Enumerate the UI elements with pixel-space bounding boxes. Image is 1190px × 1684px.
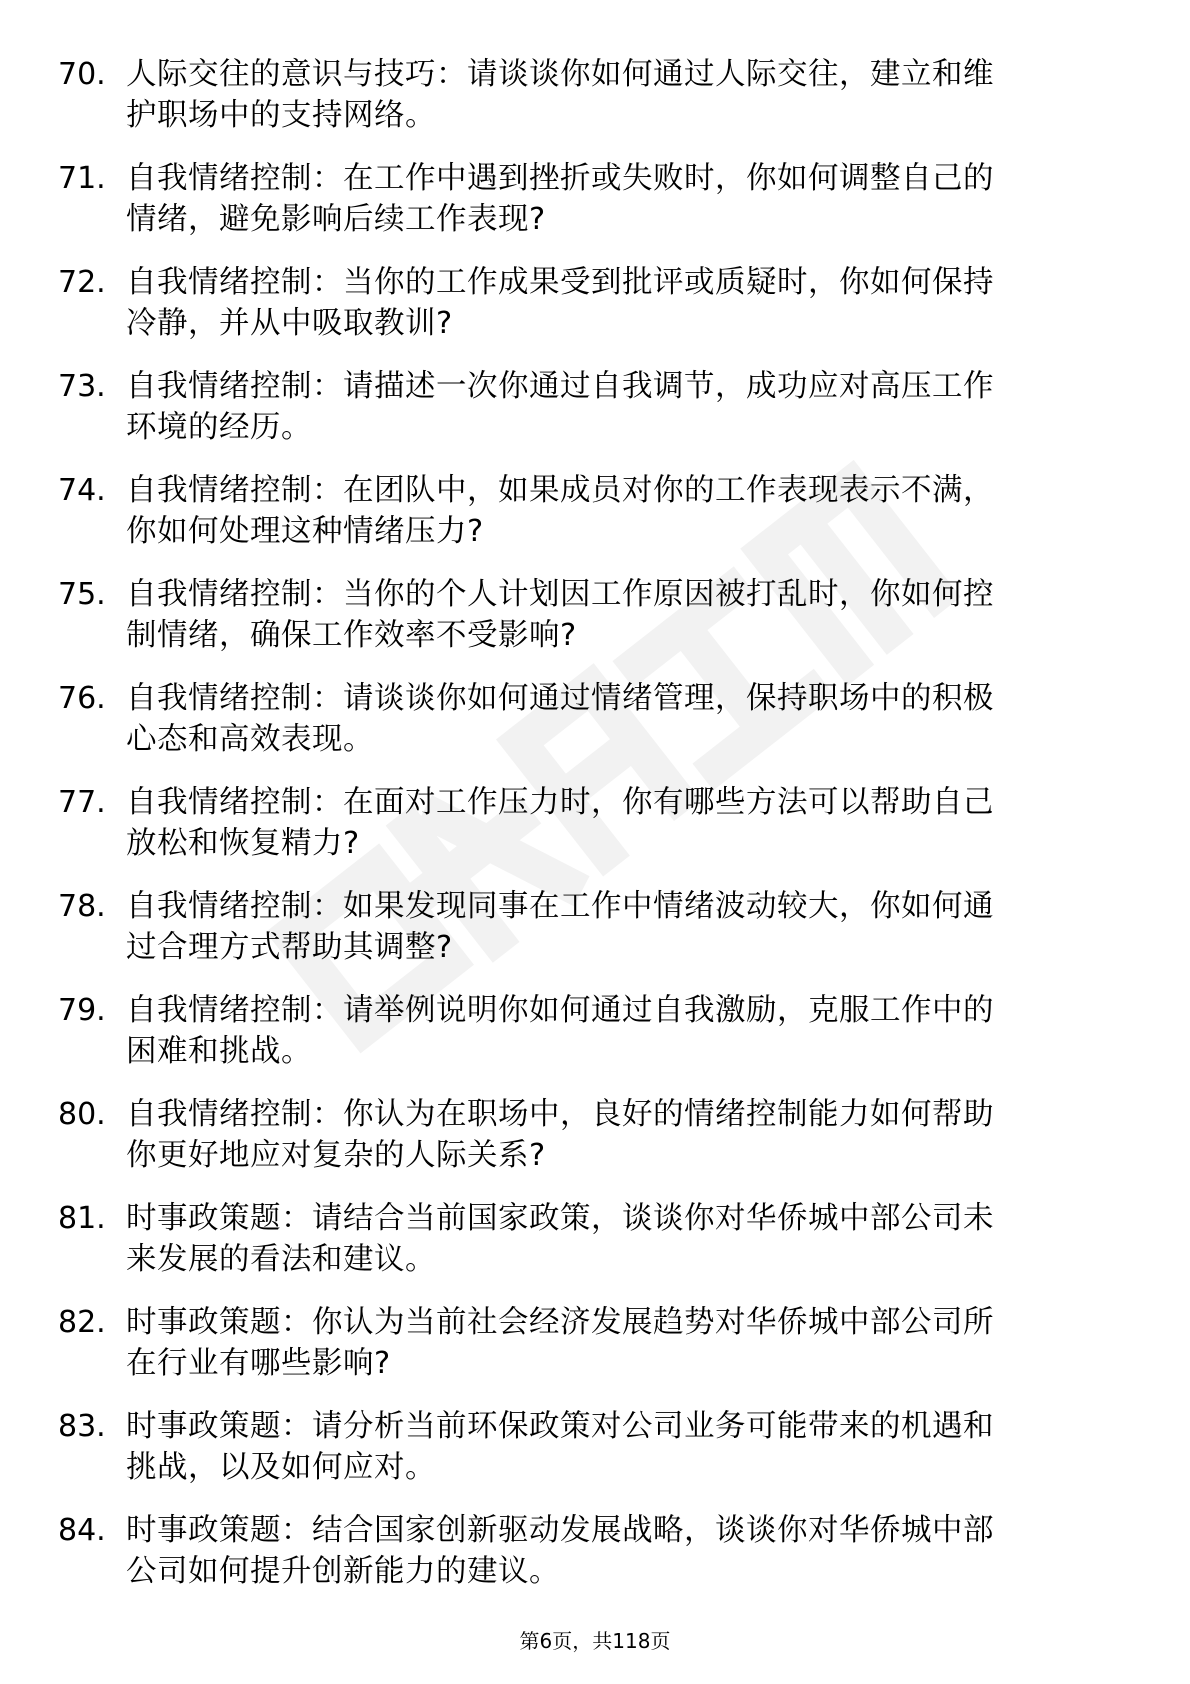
question-number: 82. <box>58 1305 106 1340</box>
question-number: 73. <box>58 369 106 404</box>
question-text <box>126 1510 1116 1592</box>
list-item <box>0 262 1190 366</box>
question-number: 79. <box>58 993 106 1028</box>
question-text-line: 心态和高效表现。 <box>126 722 374 757</box>
question-text-line: 时事政策题：你认为当前社会经济发展趋势对华侨城中部公司所 <box>126 1305 994 1340</box>
list-item <box>0 886 1190 990</box>
list-item <box>0 990 1190 1094</box>
question-text <box>126 262 1116 344</box>
question-text-line: 情绪，避免影响后续工作表现? <box>126 202 546 237</box>
question-text-line: 自我情绪控制：请谈谈你如何通过情绪管理，保持职场中的积极 <box>126 681 994 716</box>
question-text-line: 自我情绪控制：在团队中，如果成员对你的工作表现表示不满， <box>126 473 994 508</box>
question-text-line: 环境的经历。 <box>126 410 312 445</box>
question-number: 75. <box>58 577 106 612</box>
list-item <box>0 1302 1190 1406</box>
question-text-line: 放松和恢复精力? <box>126 826 360 861</box>
question-text-line: 自我情绪控制：当你的工作成果受到批评或质疑时，你如何保持 <box>126 265 994 300</box>
question-text <box>126 574 1116 656</box>
question-text-line: 你如何处理这种情绪压力? <box>126 514 484 549</box>
question-number: 70. <box>58 57 106 92</box>
question-text-line: 自我情绪控制：当你的个人计划因工作原因被打乱时，你如何控 <box>126 577 994 612</box>
question-number: 77. <box>58 785 106 820</box>
list-item <box>0 1510 1190 1614</box>
list-item <box>0 54 1190 158</box>
list-item <box>0 366 1190 470</box>
question-text <box>126 990 1116 1072</box>
question-text-line: 时事政策题：请分析当前环保政策对公司业务可能带来的机遇和 <box>126 1409 994 1444</box>
question-text-line: 自我情绪控制：在工作中遇到挫折或失败时，你如何调整自己的 <box>126 161 994 196</box>
list-item <box>0 158 1190 262</box>
question-text-line: 自我情绪控制：如果发现同事在工作中情绪波动较大，你如何通 <box>126 889 994 924</box>
question-number: 74. <box>58 473 106 508</box>
question-text-line: 困难和挑战。 <box>126 1034 312 1069</box>
question-number: 83. <box>58 1409 106 1444</box>
question-text-line: 自我情绪控制：请描述一次你通过自我调节，成功应对高压工作 <box>126 369 994 404</box>
list-item <box>0 1198 1190 1302</box>
question-number: 81. <box>58 1201 106 1236</box>
question-text-line: 自我情绪控制：在面对工作压力时，你有哪些方法可以帮助自己 <box>126 785 994 820</box>
question-text-line: 制情绪，确保工作效率不受影响? <box>126 618 577 653</box>
question-text-line: 自我情绪控制：请举例说明你如何通过自我激励，克服工作中的 <box>126 993 994 1028</box>
question-text-line: 人际交往的意识与技巧：请谈谈你如何通过人际交往，建立和维 <box>126 57 994 92</box>
page-number: 第6页，共118页 <box>519 1629 671 1653</box>
question-text-line: 在行业有哪些影响? <box>126 1346 391 1381</box>
question-text <box>126 470 1116 552</box>
question-text-line: 你更好地应对复杂的人际关系? <box>126 1138 546 1173</box>
question-text <box>126 1094 1116 1176</box>
question-text-line: 时事政策题：请结合当前国家政策，谈谈你对华侨城中部公司未 <box>126 1201 994 1236</box>
list-item <box>0 782 1190 886</box>
list-item <box>0 678 1190 782</box>
question-text <box>126 782 1116 864</box>
question-number: 84. <box>58 1513 106 1548</box>
question-list <box>0 54 1190 1614</box>
question-text <box>126 1406 1116 1488</box>
question-number: 80. <box>58 1097 106 1132</box>
question-number: 76. <box>58 681 106 716</box>
question-number: 71. <box>58 161 106 196</box>
question-number: 72. <box>58 265 106 300</box>
list-item <box>0 1406 1190 1510</box>
list-item <box>0 574 1190 678</box>
question-text <box>126 678 1116 760</box>
question-text <box>126 366 1116 448</box>
question-text-line: 过合理方式帮助其调整? <box>126 930 453 965</box>
question-text-line: 时事政策题：结合国家创新驱动发展战略，谈谈你对华侨城中部 <box>126 1513 994 1548</box>
question-text-line: 冷静，并从中吸取教训? <box>126 306 453 341</box>
question-text-line: 自我情绪控制：你认为在职场中，良好的情绪控制能力如何帮助 <box>126 1097 994 1132</box>
question-text <box>126 54 1116 136</box>
question-text <box>126 1302 1116 1384</box>
question-text-line: 挑战，以及如何应对。 <box>126 1450 436 1485</box>
question-text <box>126 158 1116 240</box>
question-text-line: 来发展的看法和建议。 <box>126 1242 436 1277</box>
question-text <box>126 1198 1116 1280</box>
list-item <box>0 1094 1190 1198</box>
question-text-line: 公司如何提升创新能力的建议。 <box>126 1554 560 1589</box>
question-text-line: 护职场中的支持网络。 <box>126 98 436 133</box>
question-number: 78. <box>58 889 106 924</box>
list-item <box>0 470 1190 574</box>
question-text <box>126 886 1116 968</box>
